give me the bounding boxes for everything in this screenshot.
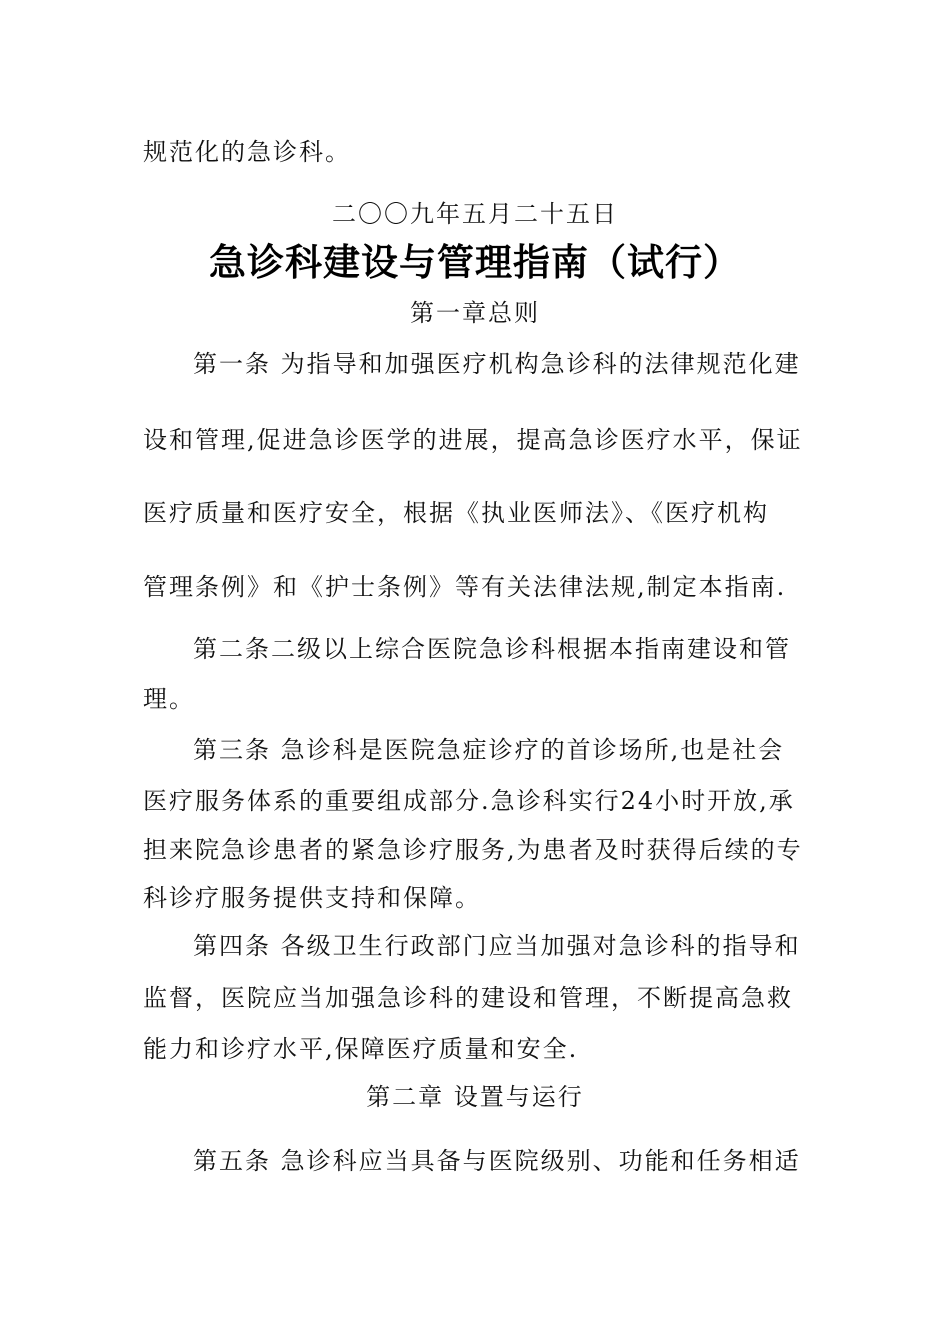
paragraph-line: 第一条 为指导和加强医疗机构急诊科的法律规范化建: [193, 350, 801, 378]
paragraph-line: 第三条 急诊科是医院急症诊疗的首诊场所,也是社会: [193, 736, 785, 764]
paragraph-line: 第五条 急诊科应当具备与医院级别、功能和任务相适: [193, 1147, 801, 1175]
paragraph-line: 科诊疗服务提供支持和保障。: [143, 884, 481, 912]
date-line: 二〇〇九年五月二十五日: [332, 200, 618, 228]
paragraph-line: 管理条例》和《护士条例》等有关法律法规,制定本指南.: [143, 573, 787, 601]
paragraph-line: 第二条二级以上综合医院急诊科根据本指南建设和管: [193, 635, 791, 663]
paragraph-line: 设和管理,促进急诊医学的进展，提高急诊医疗水平，保证: [143, 426, 803, 454]
paragraph-line: 第四条 各级卫生行政部门应当加强对急诊科的指导和: [193, 932, 801, 960]
document-title: 急诊科建设与管理指南（试行）: [209, 241, 741, 284]
paragraph-line: 医疗服务体系的重要组成部分.急诊科实行24小时开放,承: [143, 787, 795, 815]
paragraph-line: 能力和诊疗水平,保障医疗质量和安全.: [143, 1035, 579, 1063]
paragraph-line: 监督，医院应当加强急诊科的建设和管理，不断提高急救: [143, 984, 793, 1012]
paragraph-line: 担来院急诊患者的紧急诊疗服务,为患者及时获得后续的专: [143, 836, 803, 864]
chapter-heading-general: 第一章总则: [410, 299, 540, 327]
paragraph-line: 理。: [143, 685, 195, 713]
continuation-line: 规范化的急诊科。: [143, 138, 351, 166]
chapter-heading-setup-operation: 第二章 设置与运行: [366, 1083, 584, 1111]
paragraph-line: 医疗质量和医疗安全，根据《执业医师法》、《医疗机构: [143, 499, 769, 527]
